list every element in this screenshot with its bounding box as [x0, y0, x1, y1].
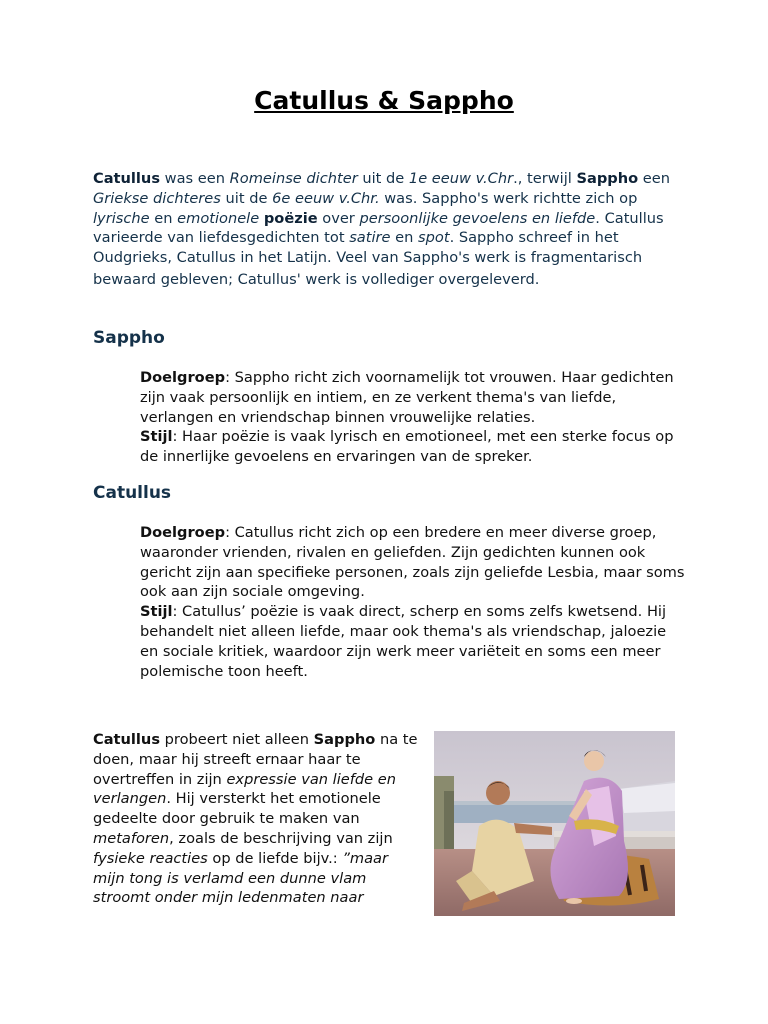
heading-catullus: Catullus [93, 483, 172, 503]
term-sappho: Sappho [576, 170, 639, 187]
sappho-stijl: Stijl: Haar poëzie is vaak lyrisch en emotioneel, met een sterke focus op de innerlijke gevoelens en ervaringen van de spreker. [140, 428, 674, 466]
sappho-section-body [140, 368, 685, 467]
sappho-doelgroep: Doelgroep: Sappho richt zich voornamelijk tot vrouwen. Haar gedichten zijn vaak persoonlijk en intiem, en ze verkent thema's van liefde, verlangen en vriendschap binnen vrouwelijke relaties. [140, 369, 674, 426]
catullus-doelgroep: Doelgroep: Catullus richt zich op een bredere en meer diverse groep, waaronder vrienden, rivalen en geliefden. Zijn gedichten kunnen ook gericht zijn aan specifieke personen, zoals zijn geliefde Lesbia, maar soms ook aan zijn sociale omgeving. [140, 524, 685, 601]
term-poezie: poëzie [263, 209, 318, 227]
term-catullus: Catullus [93, 170, 161, 187]
catullus-section-body [140, 523, 685, 681]
catullus-stijl: Stijl: Catullus’ poëzie is vaak direct, scherp en soms zelfs kwetsend. Hij behandelt niet alleen liefde, maar ook thema's als vriendschap, jaloezie en sociale kritiek, waardoor zijn werk meer variëteit en soms een meer polemische toon heeft. [140, 603, 667, 680]
intro-paragraph: Catullus was een Romeinse dichter uit de 1e eeuw v.Chr., terwijl Sappho een Griekse dichteres uit de 6e eeuw v.Chr. was. Sappho's werk richtte zich op lyrische en emotionele poëzie over persoonlijke gevoelens en liefde. Catullus varieerde van liefdesgedichten tot satire en spot. Sappho schreef in het Oudgrieks, Catullus in het Latijn. Veel van Sappho's werk is fragmentarisch bewaard gebleven; Catullus' werk is vollediger overgeleverd. [93, 170, 671, 288]
heading-sappho: Sappho [93, 328, 165, 348]
term-griekse-dichteres: Griekse dichteres [93, 189, 221, 207]
comparison-paragraph: Catullus probeert niet alleen Sappho na te doen, maar hij streeft ernaar haar te overtreffen in zijn expressie van liefde en verlangen. Hij versterkt het emotionele gedeelte door gebruik te maken van metaforen, zoals de beschrijving van zijn fysieke reacties op de liefde bijv.: ”maar mijn tong is verlamd een dunne vlam stroomt onder mijn ledenmaten naar [93, 731, 418, 907]
painting-image [434, 731, 675, 916]
term-romeinse-dichter: Romeinse dichter [229, 170, 358, 187]
page-title: Catullus & Sappho [254, 86, 514, 115]
